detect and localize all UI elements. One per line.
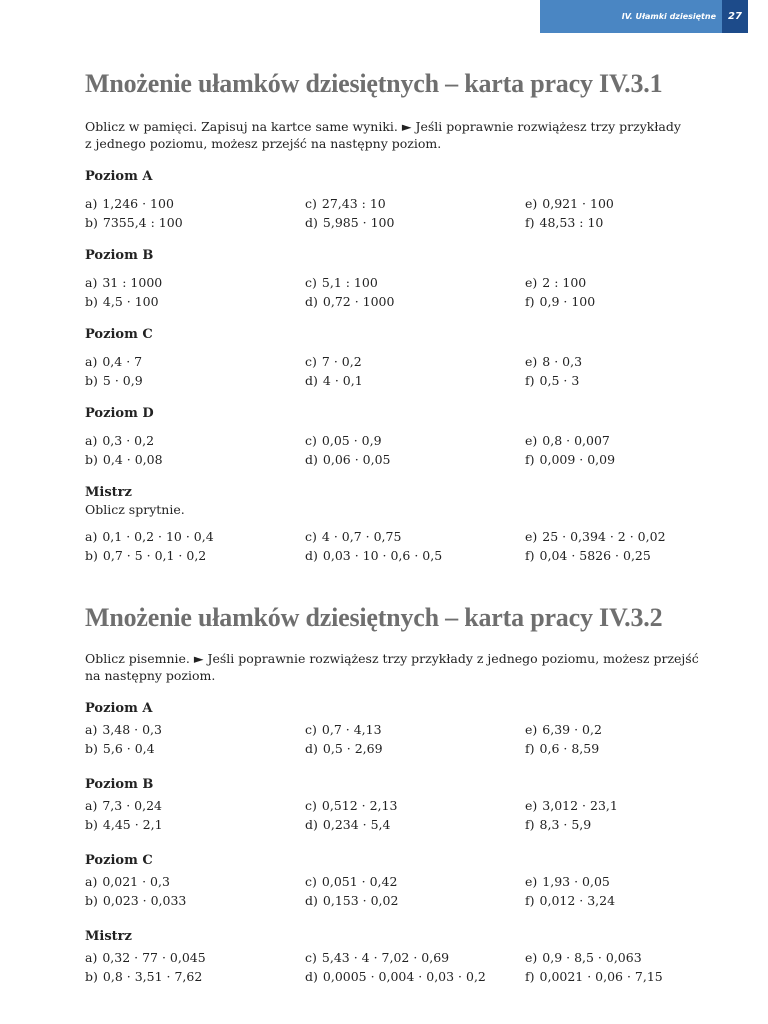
task-expression: 0,9 · 8,5 · 0,063 — [542, 950, 642, 965]
task-expression: 0,4 · 0,08 — [102, 452, 163, 467]
instructions-line-2: z jednego poziomu, możesz przejść na następny poziom. — [85, 136, 442, 151]
task-letter: b) — [85, 969, 98, 984]
level-title: Poziom C — [85, 853, 153, 868]
task-item — [525, 969, 725, 985]
task-expression: 0,0021 · 0,06 · 7,15 — [539, 969, 663, 984]
task-letter: b) — [85, 548, 98, 563]
task-item — [85, 354, 305, 370]
task-letter: d) — [305, 294, 318, 309]
task-item — [525, 196, 725, 212]
task-expression: 48,53 : 10 — [539, 215, 604, 230]
task-item — [525, 529, 725, 545]
task-item — [85, 950, 305, 966]
task-letter: d) — [305, 548, 318, 563]
task-item — [85, 817, 305, 833]
task-expression: 1,246 · 100 — [102, 196, 174, 211]
task-letter: e) — [525, 433, 538, 448]
task-letter: e) — [525, 196, 538, 211]
task-expression: 2 : 100 — [542, 275, 587, 290]
page-number: 27 — [722, 0, 748, 33]
level-title: Mistrz — [85, 929, 132, 944]
task-expression: 5,985 · 100 — [322, 215, 395, 230]
task-expression: 4 · 0,7 · 0,75 — [321, 529, 402, 544]
task-expression: 0,3 · 0,2 — [102, 433, 155, 448]
task-item — [305, 741, 525, 757]
level-block — [85, 853, 725, 909]
task-letter: a) — [85, 798, 98, 813]
task-item — [85, 433, 305, 449]
task-letter: d) — [305, 215, 318, 230]
task-letter: c) — [305, 275, 317, 290]
task-expression: 0,7 · 4,13 — [321, 722, 382, 737]
task-expression: 1,93 · 0,05 — [542, 874, 610, 889]
levels-list — [85, 701, 725, 985]
task-item — [525, 215, 725, 231]
task-letter: e) — [525, 722, 538, 737]
task-expression: 31 : 1000 — [102, 275, 163, 290]
task-item — [305, 969, 525, 985]
task-item — [525, 354, 725, 370]
task-letter: f) — [525, 969, 535, 984]
task-expression: 0,1 · 0,2 · 10 · 0,4 — [102, 529, 214, 544]
task-item — [85, 548, 305, 564]
task-expression: 0,021 · 0,3 — [102, 874, 170, 889]
task-item — [85, 196, 305, 212]
task-item — [85, 215, 305, 231]
task-item — [305, 722, 525, 738]
task-expression: 3,48 · 0,3 — [102, 722, 162, 737]
task-letter: b) — [85, 452, 98, 467]
task-expression: 0,4 · 7 — [102, 354, 143, 369]
task-item — [305, 950, 525, 966]
level-block — [85, 485, 725, 564]
task-letter: d) — [305, 817, 318, 832]
task-letter: e) — [525, 798, 538, 813]
task-letter: e) — [525, 354, 538, 369]
task-expression: 0,012 · 3,24 — [539, 893, 616, 908]
level-title: Mistrz — [85, 485, 132, 500]
task-item — [525, 817, 725, 833]
level-block — [85, 777, 725, 833]
level-title: Poziom B — [85, 777, 154, 792]
level-block — [85, 406, 725, 468]
task-expression: 25 · 0,394 · 2 · 0,02 — [542, 529, 666, 544]
task-item — [85, 722, 305, 738]
task-letter: c) — [305, 874, 317, 889]
task-expression: 0,023 · 0,033 — [102, 893, 187, 908]
level-title: Poziom A — [85, 169, 153, 184]
task-item — [305, 354, 525, 370]
task-letter: a) — [85, 354, 98, 369]
task-letter: d) — [305, 373, 318, 388]
task-item — [305, 529, 525, 545]
task-letter: e) — [525, 275, 538, 290]
task-expression: 6,39 · 0,2 — [542, 722, 602, 737]
task-expression: 5,6 · 0,4 — [102, 741, 155, 756]
task-letter: f) — [525, 294, 535, 309]
task-letter: d) — [305, 741, 318, 756]
task-grid — [85, 196, 725, 231]
task-letter: a) — [85, 196, 98, 211]
task-grid — [85, 354, 725, 389]
task-expression: 8,3 · 5,9 — [539, 817, 592, 832]
task-item — [525, 893, 725, 909]
task-letter: a) — [85, 433, 98, 448]
task-letter: f) — [525, 548, 535, 563]
task-item — [85, 893, 305, 909]
worksheet-title: Mnożenie ułamków dziesiętnych – karta pracy IV.3.1 — [85, 69, 663, 98]
task-item — [85, 741, 305, 757]
task-letter: a) — [85, 874, 98, 889]
task-item — [525, 433, 725, 449]
task-letter: e) — [525, 950, 538, 965]
task-item — [85, 275, 305, 291]
task-expression: 0,5 · 2,69 — [322, 741, 383, 756]
task-expression: 0,8 · 0,007 — [542, 433, 610, 448]
task-expression: 4,5 · 100 — [102, 294, 159, 309]
level-block — [85, 929, 725, 985]
task-item — [525, 452, 725, 468]
task-item — [85, 969, 305, 985]
task-letter: b) — [85, 294, 98, 309]
task-expression: 0,051 · 0,42 — [321, 874, 398, 889]
task-expression: 0,009 · 0,09 — [539, 452, 616, 467]
chapter-title: IV. Ułamki dziesiętne — [621, 12, 716, 21]
level-title: Poziom C — [85, 327, 153, 342]
task-item — [305, 798, 525, 814]
instructions-line-2: na następny poziom. — [85, 668, 216, 683]
task-item — [85, 874, 305, 890]
task-letter: f) — [525, 215, 535, 230]
task-expression: 0,03 · 10 · 0,6 · 0,5 — [322, 548, 443, 563]
task-expression: 0,153 · 0,02 — [322, 893, 399, 908]
task-expression: 0,05 · 0,9 — [321, 433, 382, 448]
task-expression: 7 · 0,2 — [321, 354, 362, 369]
task-item — [85, 529, 305, 545]
task-expression: 0,512 · 2,13 — [321, 798, 398, 813]
task-expression: 0,234 · 5,4 — [322, 817, 391, 832]
worksheet-iv-3-1 — [85, 64, 725, 564]
task-letter: c) — [305, 798, 317, 813]
task-letter: f) — [525, 373, 535, 388]
task-expression: 0,32 · 77 · 0,045 — [102, 950, 206, 965]
task-letter: b) — [85, 817, 98, 832]
task-letter: f) — [525, 893, 535, 908]
task-letter: f) — [525, 452, 535, 467]
task-letter: c) — [305, 950, 317, 965]
task-letter: c) — [305, 354, 317, 369]
task-expression: 3,012 · 23,1 — [542, 798, 618, 813]
task-letter: f) — [525, 817, 535, 832]
task-letter: a) — [85, 529, 98, 544]
task-expression: 27,43 : 10 — [321, 196, 386, 211]
task-item — [85, 452, 305, 468]
task-grid — [85, 950, 725, 985]
levels-list — [85, 169, 725, 564]
task-expression: 5 · 0,9 — [102, 373, 143, 388]
task-expression: 0,9 · 100 — [539, 294, 596, 309]
task-item — [305, 215, 525, 231]
level-title: Poziom D — [85, 406, 154, 421]
task-item — [305, 196, 525, 212]
task-letter: c) — [305, 722, 317, 737]
level-block — [85, 701, 725, 757]
task-letter: e) — [525, 874, 538, 889]
task-item — [525, 275, 725, 291]
level-note: Oblicz sprytnie. — [85, 502, 185, 517]
task-item — [305, 548, 525, 564]
task-expression: 8 · 0,3 — [542, 354, 583, 369]
task-item — [305, 275, 525, 291]
task-expression: 0,5 · 3 — [539, 373, 580, 388]
instructions-line-1: Oblicz pisemnie. ► Jeśli poprawnie rozwiążesz trzy przykłady z jednego poziomu, możesz przejść — [85, 651, 699, 666]
worksheet-instructions — [85, 118, 725, 152]
task-letter: f) — [525, 741, 535, 756]
task-letter: d) — [305, 969, 318, 984]
task-item — [305, 294, 525, 310]
task-item — [85, 798, 305, 814]
task-item — [525, 373, 725, 389]
task-item — [525, 798, 725, 814]
task-grid — [85, 722, 725, 757]
worksheet-iv-3-2 — [85, 598, 725, 985]
level-title: Poziom B — [85, 248, 154, 263]
task-item — [525, 294, 725, 310]
task-item — [525, 722, 725, 738]
task-expression: 0,921 · 100 — [542, 196, 614, 211]
task-grid — [85, 529, 725, 564]
task-letter: c) — [305, 196, 317, 211]
task-letter: a) — [85, 722, 98, 737]
task-expression: 0,06 · 0,05 — [322, 452, 391, 467]
worksheet-instructions — [85, 650, 725, 684]
level-block — [85, 169, 725, 231]
task-expression: 0,8 · 3,51 · 7,62 — [102, 969, 203, 984]
chapter-header-tab — [540, 0, 748, 33]
task-expression: 0,6 · 8,59 — [539, 741, 600, 756]
task-item — [305, 433, 525, 449]
task-letter: c) — [305, 529, 317, 544]
task-letter: b) — [85, 741, 98, 756]
task-expression: 0,0005 · 0,004 · 0,03 · 0,2 — [322, 969, 486, 984]
task-item — [85, 294, 305, 310]
worksheet-title: Mnożenie ułamków dziesiętnych – karta pracy IV.3.2 — [85, 603, 663, 632]
task-letter: a) — [85, 275, 98, 290]
task-letter: a) — [85, 950, 98, 965]
task-item — [525, 741, 725, 757]
task-item — [525, 950, 725, 966]
level-block — [85, 248, 725, 310]
task-grid — [85, 433, 725, 468]
task-item — [85, 373, 305, 389]
task-item — [525, 874, 725, 890]
level-block — [85, 327, 725, 389]
task-letter: e) — [525, 529, 538, 544]
level-title: Poziom A — [85, 701, 153, 716]
task-expression: 5,43 · 4 · 7,02 · 0,69 — [321, 950, 450, 965]
task-grid — [85, 874, 725, 909]
task-expression: 7,3 · 0,24 — [102, 798, 162, 813]
task-expression: 7355,4 : 100 — [102, 215, 183, 230]
task-item — [525, 548, 725, 564]
task-item — [305, 874, 525, 890]
task-letter: c) — [305, 433, 317, 448]
task-letter: b) — [85, 893, 98, 908]
task-item — [305, 452, 525, 468]
task-expression: 5,1 : 100 — [321, 275, 378, 290]
task-expression: 0,04 · 5826 · 0,25 — [539, 548, 651, 563]
task-letter: b) — [85, 215, 98, 230]
task-expression: 0,7 · 5 · 0,1 · 0,2 — [102, 548, 207, 563]
task-letter: d) — [305, 452, 318, 467]
task-letter: d) — [305, 893, 318, 908]
task-grid — [85, 798, 725, 833]
instructions-line-1: Oblicz w pamięci. Zapisuj na kartce same wyniki. ► Jeśli poprawnie rozwiążesz trzy przykłady — [85, 119, 681, 134]
task-expression: 4,45 · 2,1 — [102, 817, 163, 832]
task-item — [305, 893, 525, 909]
task-letter: b) — [85, 373, 98, 388]
task-expression: 0,72 · 1000 — [322, 294, 395, 309]
task-item — [305, 373, 525, 389]
task-grid — [85, 275, 725, 310]
task-item — [305, 817, 525, 833]
task-expression: 4 · 0,1 — [322, 373, 363, 388]
